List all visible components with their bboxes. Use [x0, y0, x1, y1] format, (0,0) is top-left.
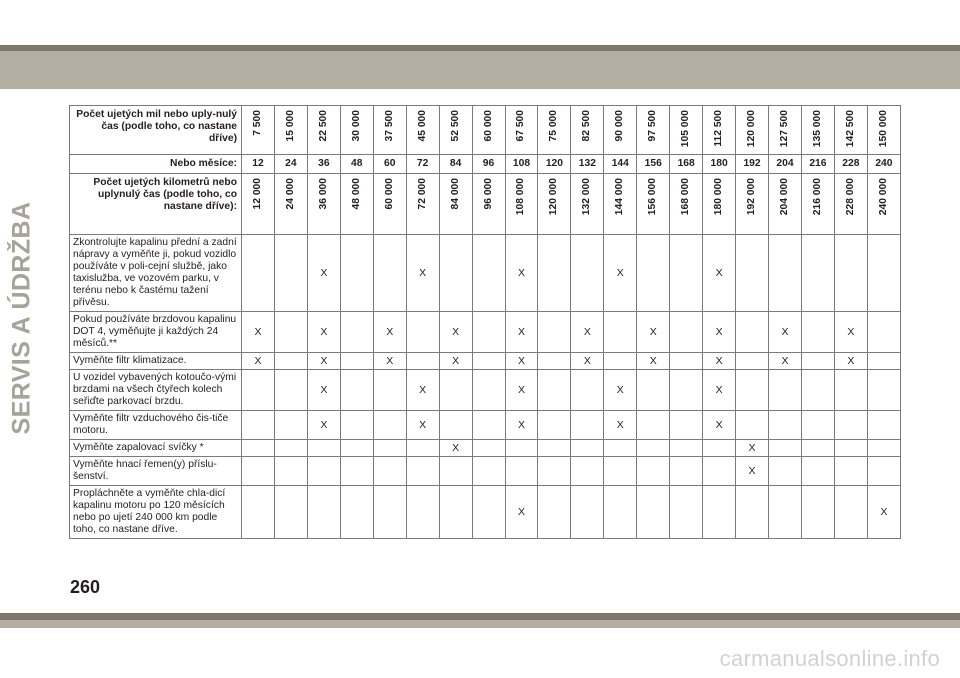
- schedule-mark: [373, 440, 406, 457]
- km-header-row-value: [505, 174, 538, 235]
- schedule-mark: X: [505, 370, 538, 411]
- schedule-mark: [571, 457, 604, 486]
- km-header-row: [70, 174, 901, 235]
- schedule-mark: X: [505, 235, 538, 312]
- schedule-mark: [274, 440, 307, 457]
- schedule-mark: X: [439, 353, 472, 370]
- schedule-mark: [867, 312, 900, 353]
- schedule-mark: [670, 486, 703, 539]
- km-header-row-value-text: 216 000: [811, 178, 823, 216]
- km-header-row-value-text: 228 000: [844, 178, 856, 216]
- schedule-mark: [637, 440, 670, 457]
- schedule-mark: [307, 486, 340, 539]
- schedule-mark: [769, 370, 802, 411]
- schedule-mark: [406, 312, 439, 353]
- months-header-row-value: 48: [340, 155, 373, 174]
- schedule-mark: X: [406, 235, 439, 312]
- schedule-mark: [406, 457, 439, 486]
- schedule-row-label: Vyměňte filtr klimatizace.: [70, 353, 242, 370]
- schedule-mark: [769, 457, 802, 486]
- km-header-row-value: [703, 174, 736, 235]
- schedule-mark: [769, 486, 802, 539]
- schedule-mark: [604, 353, 637, 370]
- months-header-row-value: 12: [242, 155, 275, 174]
- schedule-mark: [867, 353, 900, 370]
- schedule-mark: [801, 457, 834, 486]
- miles-header-row-value-text: 112 500: [713, 110, 725, 147]
- schedule-mark: [801, 411, 834, 440]
- months-header-row-value: 228: [834, 155, 867, 174]
- months-header-row-value: 108: [505, 155, 538, 174]
- schedule-mark: [439, 486, 472, 539]
- schedule-mark: [242, 486, 275, 539]
- months-header-row-value: 96: [472, 155, 505, 174]
- miles-header-row-value: [769, 106, 802, 155]
- miles-header-row-value-text: 45 000: [416, 110, 428, 142]
- km-header-row-value-text: 180 000: [713, 178, 725, 216]
- schedule-mark: [736, 486, 769, 539]
- schedule-mark: [637, 235, 670, 312]
- schedule-row: [70, 312, 901, 353]
- schedule-mark: [801, 235, 834, 312]
- schedule-row: [70, 411, 901, 440]
- km-header-row-value: [373, 174, 406, 235]
- miles-header-row-value-text: 105 000: [680, 110, 692, 148]
- schedule-mark: [538, 440, 571, 457]
- schedule-mark: [703, 486, 736, 539]
- schedule-mark: X: [373, 353, 406, 370]
- months-header-row-value: 120: [538, 155, 571, 174]
- schedule-mark: [538, 457, 571, 486]
- schedule-mark: [472, 353, 505, 370]
- schedule-mark: [274, 235, 307, 312]
- schedule-mark: X: [505, 411, 538, 440]
- miles-header-row-value-text: 37 500: [383, 110, 395, 142]
- schedule-mark: [769, 440, 802, 457]
- schedule-mark: [670, 235, 703, 312]
- miles-header-row-value: [867, 106, 900, 155]
- schedule-mark: X: [505, 486, 538, 539]
- section-title: SERVIS A ÚDRŽBA: [7, 201, 36, 435]
- miles-header-row-value: [307, 106, 340, 155]
- schedule-mark: [505, 457, 538, 486]
- miles-header-row-value: [340, 106, 373, 155]
- schedule-mark: [406, 440, 439, 457]
- miles-header-row-value: [439, 106, 472, 155]
- months-header-row-value: 72: [406, 155, 439, 174]
- schedule-row: [70, 235, 901, 312]
- schedule-row-label: Propláchněte a vyměňte chla-dicí kapalinu motoru po 120 měsících nebo po ujetí 240 000 km podle toho, co nastane dříve.: [70, 486, 242, 539]
- km-header-row-value-text: 36 000: [317, 178, 329, 210]
- schedule-mark: [571, 235, 604, 312]
- schedule-mark: [538, 486, 571, 539]
- schedule-mark: X: [439, 312, 472, 353]
- km-header-row-value-text: 108 000: [515, 178, 527, 216]
- schedule-mark: [340, 440, 373, 457]
- schedule-mark: [736, 353, 769, 370]
- schedule-mark: [406, 486, 439, 539]
- schedule-mark: [439, 235, 472, 312]
- months-header-row-value: 36: [307, 155, 340, 174]
- miles-header-row-value-text: 75 000: [548, 110, 560, 142]
- schedule-mark: X: [406, 370, 439, 411]
- months-header-row-value: 144: [604, 155, 637, 174]
- km-header-row-value-text: 96 000: [482, 178, 494, 210]
- schedule-row: [70, 370, 901, 411]
- schedule-mark: X: [703, 312, 736, 353]
- schedule-mark: [538, 353, 571, 370]
- miles-header-row-value: [736, 106, 769, 155]
- km-header-row-value-text: 240 000: [877, 178, 889, 216]
- schedule-mark: [604, 440, 637, 457]
- miles-header-row-value: [670, 106, 703, 155]
- schedule-mark: [472, 486, 505, 539]
- schedule-mark: [274, 370, 307, 411]
- schedule-row-label: Vyměňte zapalovací svíčky *: [70, 440, 242, 457]
- schedule-mark: [472, 370, 505, 411]
- schedule-mark: [307, 457, 340, 486]
- schedule-mark: [670, 457, 703, 486]
- schedule-mark: [571, 411, 604, 440]
- schedule-mark: [604, 312, 637, 353]
- km-header-row-value: [571, 174, 604, 235]
- schedule-mark: [801, 312, 834, 353]
- watermark: carmanualsonline.info: [719, 646, 940, 671]
- months-header-row-label: Nebo měsíce:: [70, 155, 242, 174]
- schedule-mark: [242, 370, 275, 411]
- schedule-mark: [307, 440, 340, 457]
- km-header-row-value: [769, 174, 802, 235]
- schedule-mark: [769, 411, 802, 440]
- schedule-mark: [703, 440, 736, 457]
- schedule-mark: [373, 486, 406, 539]
- schedule-mark: [472, 440, 505, 457]
- schedule-mark: X: [505, 312, 538, 353]
- schedule-mark: X: [242, 312, 275, 353]
- months-header-row-value: 60: [373, 155, 406, 174]
- miles-header-row-value: [274, 106, 307, 155]
- schedule-mark: [538, 411, 571, 440]
- km-header-row-value: [274, 174, 307, 235]
- km-header-row-value: [307, 174, 340, 235]
- schedule-row: [70, 440, 901, 457]
- km-header-row-value: [538, 174, 571, 235]
- km-header-row-value: [867, 174, 900, 235]
- schedule-row-label: Vyměňte hnací řemen(y) příslu-šenství.: [70, 457, 242, 486]
- schedule-mark: X: [703, 353, 736, 370]
- miles-header-row-value-text: 135 000: [811, 110, 823, 148]
- schedule-mark: [274, 353, 307, 370]
- schedule-mark: [670, 312, 703, 353]
- schedule-mark: [867, 370, 900, 411]
- schedule-mark: [769, 235, 802, 312]
- km-header-row-value: [242, 174, 275, 235]
- schedule-row-label: Zkontrolujte kapalinu přední a zadní nápravy a vyměňte ji, pokud vozidlo používáte v poli-cejní službě, jako taxislužba, ve vozovém parku, v terénu nebo k častému tažení přívěsu.: [70, 235, 242, 312]
- schedule-mark: [637, 457, 670, 486]
- schedule-mark: X: [373, 312, 406, 353]
- months-header-row-value: 168: [670, 155, 703, 174]
- schedule-mark: [604, 486, 637, 539]
- schedule-mark: X: [769, 353, 802, 370]
- schedule-mark: X: [406, 411, 439, 440]
- miles-header-row-value: [604, 106, 637, 155]
- schedule-mark: [736, 312, 769, 353]
- schedule-mark: X: [703, 370, 736, 411]
- schedule-mark: X: [604, 370, 637, 411]
- miles-header-row-value: [637, 106, 670, 155]
- schedule-mark: [834, 235, 867, 312]
- schedule-mark: X: [307, 353, 340, 370]
- miles-header-row-label: Počet ujetých mil nebo uply-nulý čas (podle toho, co nastane dříve): [70, 106, 242, 155]
- miles-header-row-value-text: 67 500: [515, 110, 527, 142]
- schedule-mark: X: [736, 440, 769, 457]
- schedule-mark: X: [307, 411, 340, 440]
- schedule-mark: X: [769, 312, 802, 353]
- schedule-mark: [242, 457, 275, 486]
- schedule-mark: [439, 457, 472, 486]
- km-header-row-value: [736, 174, 769, 235]
- schedule-mark: [867, 235, 900, 312]
- miles-header-row-value-text: 97 500: [647, 110, 659, 142]
- miles-header-row-value: [703, 106, 736, 155]
- footer-band: [0, 620, 960, 628]
- schedule-mark: [736, 235, 769, 312]
- months-header-row-value: 180: [703, 155, 736, 174]
- schedule-mark: [834, 440, 867, 457]
- schedule-row-label: Pokud používáte brzdovou kapalinu DOT 4, vyměňujte ji každých 24 měsíců.**: [70, 312, 242, 353]
- km-header-row-value-text: 156 000: [647, 178, 659, 216]
- schedule-mark: [801, 486, 834, 539]
- miles-header-row-value: [801, 106, 834, 155]
- schedule-mark: [242, 411, 275, 440]
- schedule-mark: [274, 457, 307, 486]
- schedule-mark: [472, 235, 505, 312]
- schedule-mark: X: [834, 312, 867, 353]
- schedule-mark: [340, 457, 373, 486]
- schedule-mark: [439, 370, 472, 411]
- km-header-row-value: [472, 174, 505, 235]
- schedule-mark: [670, 370, 703, 411]
- schedule-mark: [736, 411, 769, 440]
- schedule-mark: [571, 370, 604, 411]
- miles-header-row-value-text: 22 500: [317, 110, 329, 142]
- schedule-mark: [670, 440, 703, 457]
- km-header-row-value: [670, 174, 703, 235]
- miles-header-row-value: [472, 106, 505, 155]
- schedule-mark: [538, 370, 571, 411]
- schedule-mark: [340, 235, 373, 312]
- schedule-mark: X: [242, 353, 275, 370]
- schedule-mark: [505, 440, 538, 457]
- schedule-mark: [703, 457, 736, 486]
- schedule-mark: [867, 440, 900, 457]
- schedule-mark: [637, 370, 670, 411]
- miles-header-row: [70, 106, 901, 155]
- schedule-mark: [340, 370, 373, 411]
- schedule-row: [70, 353, 901, 370]
- km-header-row-value-text: 144 000: [614, 178, 626, 216]
- schedule-mark: [340, 312, 373, 353]
- miles-header-row-value-text: 15 000: [284, 110, 296, 142]
- schedule-mark: [670, 411, 703, 440]
- km-header-row-value-text: 192 000: [746, 178, 758, 216]
- miles-header-row-value-text: 82 500: [581, 110, 593, 142]
- schedule-mark: [538, 312, 571, 353]
- km-header-row-value-text: 84 000: [449, 178, 461, 210]
- months-header-row-value: 240: [867, 155, 900, 174]
- schedule-mark: [274, 411, 307, 440]
- months-header-row-value: 24: [274, 155, 307, 174]
- schedule-mark: [834, 486, 867, 539]
- schedule-mark: [801, 370, 834, 411]
- schedule-mark: [637, 411, 670, 440]
- miles-header-row-value: [242, 106, 275, 155]
- km-header-row-label: Počet ujetých kilometrů nebo uplynulý čas (podle toho, co nastane dříve):: [70, 174, 242, 235]
- schedule-mark: [637, 486, 670, 539]
- schedule-mark: [604, 457, 637, 486]
- schedule-mark: [373, 370, 406, 411]
- schedule-mark: [439, 411, 472, 440]
- km-header-row-value-text: 72 000: [416, 178, 428, 210]
- miles-header-row-value-text: 52 500: [449, 110, 461, 142]
- miles-header-row-value-text: 150 000: [877, 110, 889, 148]
- km-header-row-value-text: 120 000: [548, 178, 560, 216]
- km-header-row-value: [406, 174, 439, 235]
- schedule-mark: [571, 440, 604, 457]
- schedule-mark: X: [867, 486, 900, 539]
- schedule-row: [70, 486, 901, 539]
- schedule-mark: [340, 411, 373, 440]
- schedule-mark: [834, 457, 867, 486]
- schedule-mark: X: [307, 370, 340, 411]
- schedule-row-label: Vyměňte filtr vzduchového čis-tiče motoru.: [70, 411, 242, 440]
- schedule-mark: [274, 486, 307, 539]
- months-header-row-value: 156: [637, 155, 670, 174]
- km-header-row-value-text: 48 000: [350, 178, 362, 210]
- schedule-mark: [373, 457, 406, 486]
- schedule-mark: [340, 486, 373, 539]
- miles-header-row-value: [538, 106, 571, 155]
- km-header-row-value-text: 60 000: [383, 178, 395, 210]
- schedule-mark: [274, 312, 307, 353]
- miles-header-row-value: [571, 106, 604, 155]
- miles-header-row-value-text: 30 000: [350, 110, 362, 142]
- miles-header-row-value-text: 127 500: [778, 110, 790, 148]
- months-header-row-value: 84: [439, 155, 472, 174]
- months-header-row-value: 216: [801, 155, 834, 174]
- header-band: [0, 51, 960, 89]
- months-header-row-value: 204: [769, 155, 802, 174]
- footer-band-dark: [0, 613, 960, 620]
- km-header-row-value: [439, 174, 472, 235]
- km-header-row-value: [834, 174, 867, 235]
- km-header-row-value-text: 12 000: [251, 178, 263, 210]
- schedule-mark: [801, 353, 834, 370]
- schedule-mark: X: [703, 235, 736, 312]
- km-header-row-value: [801, 174, 834, 235]
- months-header-row: [70, 155, 901, 174]
- miles-header-row-value-text: 142 500: [844, 110, 856, 148]
- schedule-mark: [867, 457, 900, 486]
- maintenance-schedule-table: [69, 105, 901, 539]
- miles-header-row-value: [505, 106, 538, 155]
- schedule-mark: [834, 411, 867, 440]
- schedule-mark: [242, 235, 275, 312]
- schedule-mark: [472, 312, 505, 353]
- schedule-mark: [406, 353, 439, 370]
- km-header-row-value: [604, 174, 637, 235]
- km-header-row-value-text: 132 000: [581, 178, 593, 216]
- schedule-mark: X: [834, 353, 867, 370]
- miles-header-row-value-text: 120 000: [746, 110, 758, 148]
- schedule-mark: [472, 457, 505, 486]
- schedule-mark: X: [604, 411, 637, 440]
- schedule-row-label: U vozidel vybavených kotoučo-vými brzdami na všech čtyřech kolech seřiďte parkovací brzdu.: [70, 370, 242, 411]
- schedule-mark: [801, 440, 834, 457]
- schedule-mark: X: [736, 457, 769, 486]
- miles-header-row-value-text: 90 000: [614, 110, 626, 142]
- miles-header-row-value-text: 60 000: [482, 110, 494, 142]
- schedule-mark: [867, 411, 900, 440]
- schedule-mark: [373, 411, 406, 440]
- schedule-mark: X: [571, 312, 604, 353]
- schedule-mark: X: [637, 312, 670, 353]
- schedule-mark: [571, 486, 604, 539]
- page-number: 260: [70, 577, 101, 597]
- schedule-mark: [670, 353, 703, 370]
- km-header-row-value-text: 168 000: [680, 178, 692, 216]
- schedule-mark: X: [703, 411, 736, 440]
- months-header-row-value: 192: [736, 155, 769, 174]
- schedule-mark: [736, 370, 769, 411]
- miles-header-row-value: [406, 106, 439, 155]
- months-header-row-value: 132: [571, 155, 604, 174]
- schedule-mark: X: [637, 353, 670, 370]
- schedule-row: [70, 457, 901, 486]
- schedule-mark: X: [604, 235, 637, 312]
- schedule-mark: X: [439, 440, 472, 457]
- schedule-mark: [373, 235, 406, 312]
- schedule-mark: X: [307, 235, 340, 312]
- km-header-row-value-text: 204 000: [778, 178, 790, 216]
- miles-header-row-value-text: 7 500: [251, 110, 263, 136]
- miles-header-row-value: [834, 106, 867, 155]
- km-header-row-value: [637, 174, 670, 235]
- schedule-mark: [242, 440, 275, 457]
- km-header-row-value: [340, 174, 373, 235]
- schedule-mark: [472, 411, 505, 440]
- km-header-row-value-text: 24 000: [284, 178, 296, 210]
- schedule-mark: [538, 235, 571, 312]
- schedule-mark: X: [571, 353, 604, 370]
- schedule-mark: X: [307, 312, 340, 353]
- miles-header-row-value: [373, 106, 406, 155]
- schedule-mark: X: [505, 353, 538, 370]
- schedule-mark: [340, 353, 373, 370]
- schedule-mark: [834, 370, 867, 411]
